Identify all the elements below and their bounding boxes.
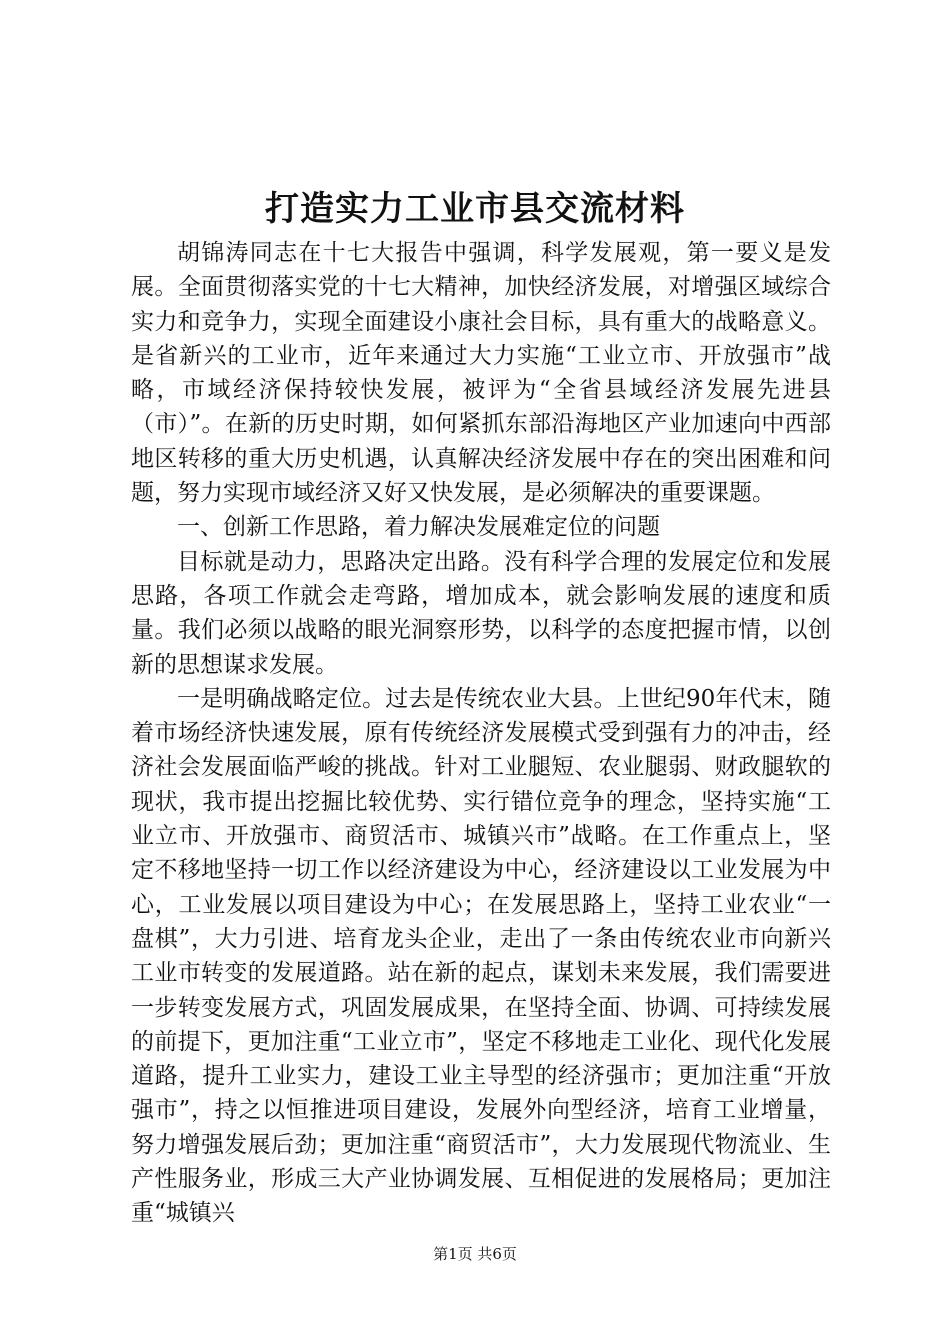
- page-footer: 第1页 共6页: [433, 1245, 517, 1263]
- paragraph-goal: 目标就是动力，思路决定出路。没有科学合理的发展定位和发展思路，各项工作就会走弯路，增加成本，就会影响发展的速度和质量。我们必须以战略的眼光洞察形势，以科学的态度把握市情，以创新的思想谋求发展。: [131, 548, 831, 678]
- paragraph-strategy: 一是明确战略定位。过去是传统农业大县。上世纪90年代末，随着市场经济快速发展，原有传统经济发展模式受到强有力的冲击，经济社会发展面临严峻的挑战。针对工业腿短、农业腿弱、财政腿软的现状，我市提出挖掘比较优势、实行错位竞争的理念，坚持实施“工业立市、开放强市、商贸活市、城镇兴市”战略。在工作重点上，坚定不移地坚持一切工作以经济建设为中心，经济建设以工业发展为中心，工业发展以项目建设为中心；在发展思路上，坚持工业农业“一盘棋”，大力引进、培育龙头企业，走出了一条由传统农业市向新兴工业市转变的发展道路。站在新的起点，谋划未来发展，我们需要进一步转变发展方式，巩固发展成果，在坚持全面、协调、可持续发展的前提下，更加注重“工业立市”，坚定不移地走工业化、现代化发展道路，提升工业实力，建设工业主导型的经济强市；更加注重“开放强市”，持之以恒推进项目建设，发展外向型经济，培育工业增量，努力增强发展后劲；更加注重“商贸活市”，大力发展现代物流业、生产性服务业，形成三大产业协调发展、互相促进的发展格局；更加注重“城镇兴: [131, 685, 831, 1227]
- document-title: 打造实力工业市县交流材料: [265, 189, 685, 229]
- section-heading-1: 一、创新工作思路，着力解决发展难定位的问题: [177, 514, 660, 541]
- document-body: [131, 236, 831, 1231]
- paragraph-intro: 胡锦涛同志在十七大报告中强调，科学发展观，第一要义是发展。全面贯彻落实党的十七大精神，加快经济发展，对增强区域综合实力和竞争力，实现全面建设小康社会目标，具有重大的战略意义。是省新兴的工业市，近年来通过大力实施“工业立市、开放强市”战略，市域经济保持较快发展，被评为“全省县域经济发展先进县（市）”。在新的历史时期，如何紧抓东部沿海地区产业加速向中西部地区转移的重大历史机遇，认真解决经济发展中存在的突出困难和问题，努力实现市域经济又好又快发展，是必须解决的重要课题。: [131, 240, 831, 507]
